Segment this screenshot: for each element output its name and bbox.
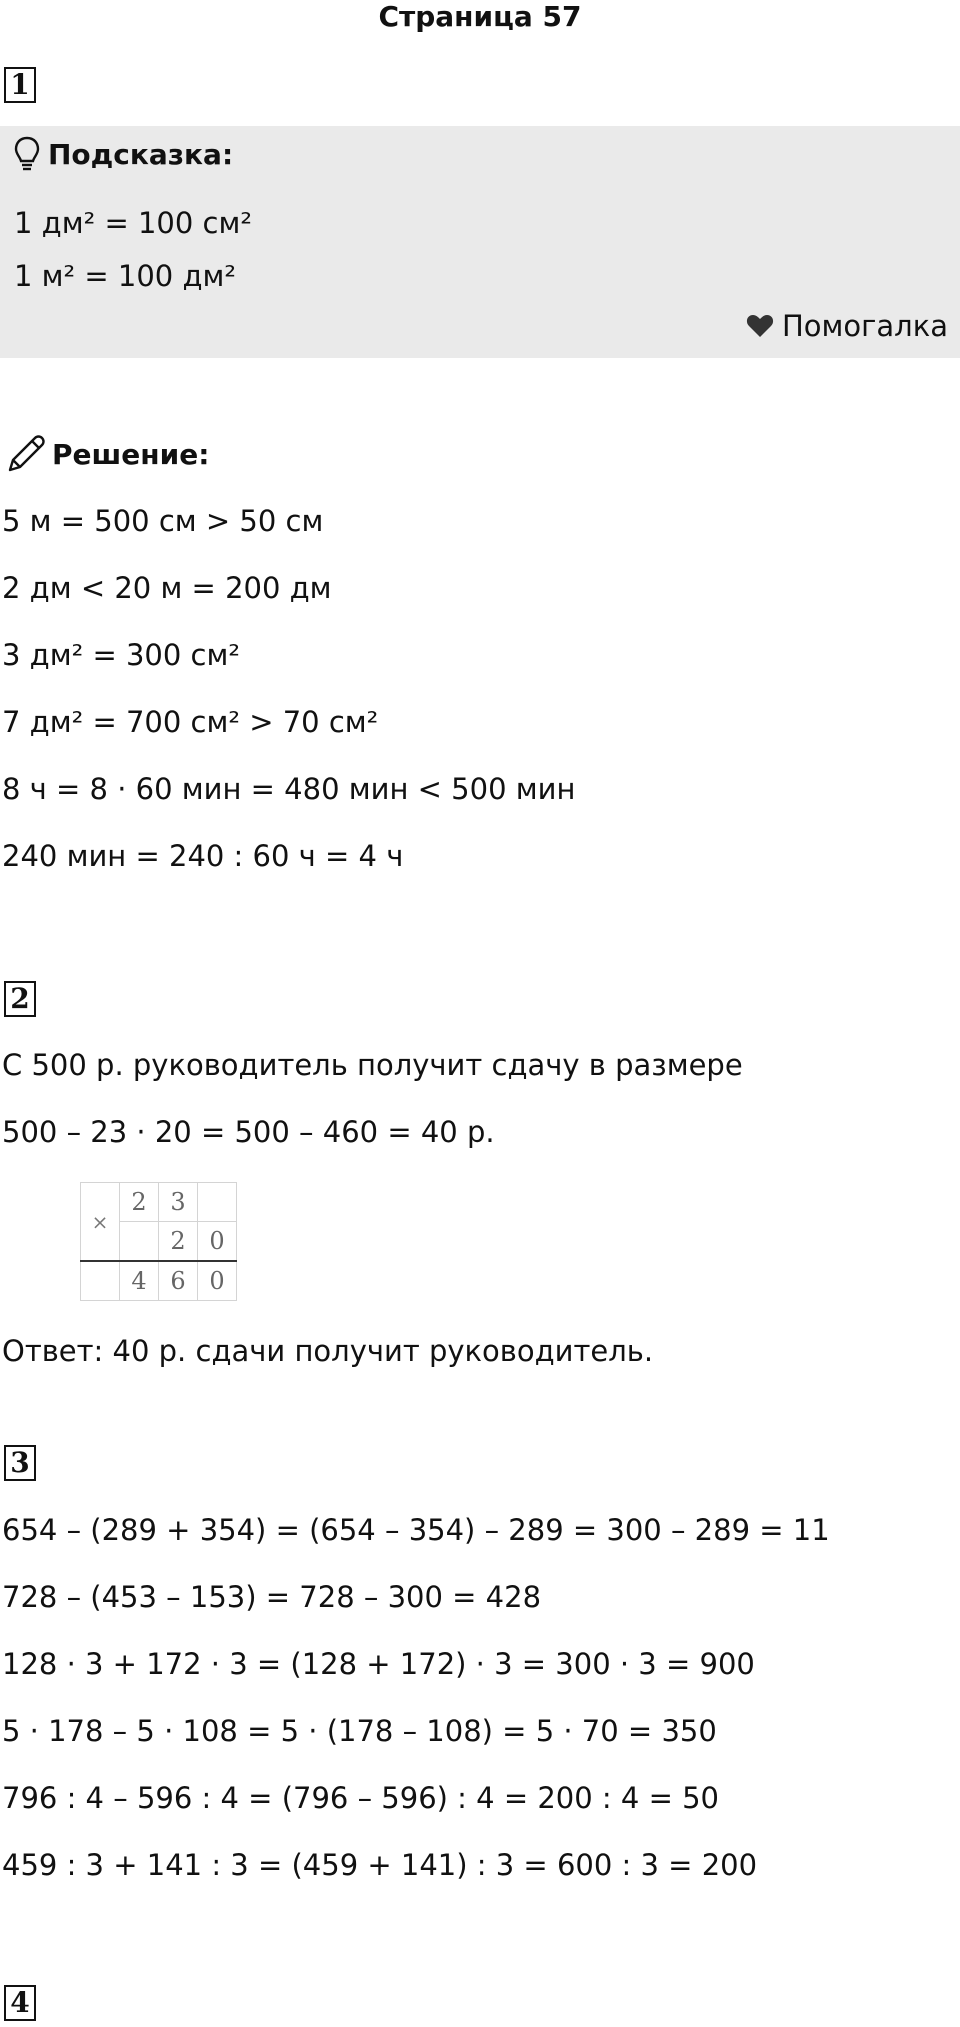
solution-heading [6,432,209,476]
task2-line: С 500 р. руководитель получит сдачу в размере [2,1048,743,1082]
task3-line: 728 – (453 – 153) = 728 – 300 = 428 [2,1580,542,1614]
digit-cell: 0 [198,1261,237,1301]
digit-cell: 3 [159,1183,198,1222]
task-number-1: 1 [4,67,36,103]
heart-icon [746,314,774,338]
solution-line: 8 ч = 8 · 60 мин = 480 мин < 500 мин [2,772,576,806]
task3-line: 654 – (289 + 354) = (654 – 354) – 289 = 300 – 289 = 11 [2,1513,830,1547]
task3-line: 128 · 3 + 172 · 3 = (128 + 172) · 3 = 300 · 3 = 900 [2,1647,755,1681]
solution-line: 2 дм < 20 м = 200 дм [2,571,332,605]
pencil-icon [6,434,46,474]
hint-line: 1 дм² = 100 см² [14,206,252,240]
pomogalka-label: Помогалка [782,309,948,343]
digit-cell: 4 [120,1261,159,1301]
task3-line: 459 : 3 + 141 : 3 = (459 + 141) : 3 = 600 : 3 = 200 [2,1848,758,1882]
multiply-sign: × [81,1183,120,1262]
digit-cell: 0 [198,1222,237,1262]
solution-heading-text: Решение: [52,437,210,471]
task-number-4: 4 [4,1985,36,2021]
hint-line: 1 м² = 100 дм² [14,259,237,293]
digit-cell [120,1222,159,1262]
digit-cell: 2 [159,1222,198,1262]
digit-cell: 6 [159,1261,198,1301]
lightbulb-icon [14,136,40,172]
hint-heading-text: Подсказка: [48,137,234,171]
task2-line: 500 – 23 · 20 = 500 – 460 = 40 р. [2,1115,495,1149]
digit-cell [198,1183,237,1222]
hint-heading [14,134,233,174]
task-number-3: 3 [4,1445,36,1481]
solution-line: 5 м = 500 см > 50 см [2,504,324,538]
solution-line: 3 дм² = 300 см² [2,638,240,672]
solution-line: 7 дм² = 700 см² > 70 см² [2,705,379,739]
task3-line: 5 · 178 – 5 · 108 = 5 · (178 – 108) = 5 · 70 = 350 [2,1714,717,1748]
page-title: Страница 57 [378,0,582,33]
column-multiplication [80,1182,237,1301]
solution-line: 240 мин = 240 : 60 ч = 4 ч [2,839,404,873]
digit-cell: 2 [120,1183,159,1222]
task-number-2: 2 [4,981,36,1017]
task2-answer: Ответ: 40 р. сдачи получит руководитель. [2,1334,654,1368]
pomogalka-brand [746,308,948,344]
task3-line: 796 : 4 – 596 : 4 = (796 – 596) : 4 = 200 : 4 = 50 [2,1781,719,1815]
digit-cell [81,1261,120,1301]
